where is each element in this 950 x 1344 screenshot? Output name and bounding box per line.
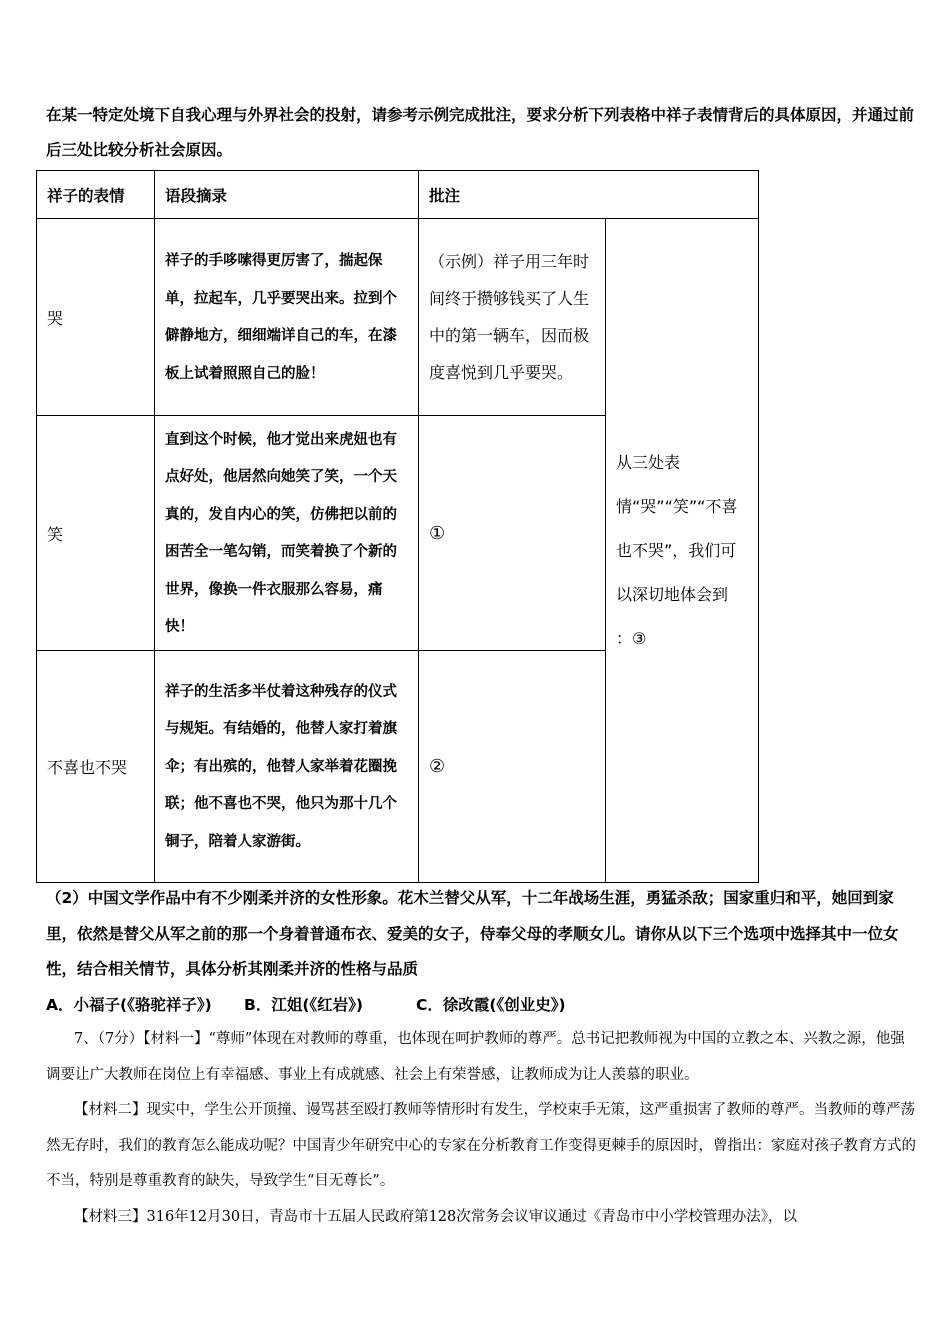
row-excerpt: 祥子的手哆嗦得更厉害了，揣起保单，拉起车，几乎要哭出来。拉到个僻静地方，细细端详自己的车，在漆板上试着照照自己的脸！ (155, 219, 419, 416)
intro-paragraph: 在某一特定处境下自我心理与外界社会的投射，请参考示例完成批注，要求分析下列表格中祥子表情背后的具体原因，并通过前后三处比较分析社会原因。 (46, 106, 915, 159)
question-2: （2）中国文学作品中有不少刚柔并济的女性形象。花木兰替父从军，十二年战场生涯，勇猛杀敌；国家重归和平，她回到家里，依然是替父从军之前的那一个身着普通布衣、爱美的女子，侍奉父母的孝顺女儿。请你从以下三个选项中选择其中一位女性，结合相关情节，具体分析其刚柔并济的性格与品质 (46, 889, 899, 978)
material-one: 7、（7分）【材料一】“尊师”体现在对教师的尊重，也体现在呵护教师的尊严。总书记把教师视为中国的立教之本、兴教之源，他强调要让广大教师在岗位上有幸福感、事业上有成就感、社会上有荣誉感，让教师成为让人羡慕的职业。 (46, 1031, 905, 1083)
option-c: C．徐改霞(《创业史》) (416, 996, 566, 1014)
row-expression: 不喜也不哭 (37, 651, 155, 883)
summary-annotation: 从三处表情“哭”“笑”“不喜也不哭”，我们可以深切地体会到 ：③ (606, 219, 759, 883)
row-excerpt: 祥子的生活多半仗着这种残存的仪式与规矩。有结婚的，他替人家打着旗伞；有出殡的，他替人家举着花圈挽联；他不喜也不哭，他只为那十几个铜子，陪着人家游街。 (155, 651, 419, 883)
row-annotation-blank: ② (419, 651, 606, 883)
row-annotation-blank: ① (419, 416, 606, 651)
material-two: 【材料二】现实中，学生公开顶撞、谩骂甚至殴打教师等情形时有发生，学校束手无策，这严重损害了教师的尊严。当教师的尊严荡然无存时，我们的教育怎么能成功呢？中国青少年研究中心的专家在分析教育工作变得更棘手的原因时，曾指出：家庭对孩子教育方式的不当，特别是尊重教育的缺失，导致学生“目无尊长”。 (46, 1102, 916, 1189)
annotation-table (36, 170, 759, 883)
row-excerpt: 直到这个时候，他才觉出来虎妞也有点好处，他居然向她笑了笑，一个天真的，发自内心的笑，仿佛把以前的困苦全一笔勾销，而笑着换了个新的世界，像换一件衣服那么容易，痛快！ (155, 416, 419, 651)
row-annotation-example: （示例）祥子用三年时间终于攒够钱买了人生中的第一辆车，因而极度喜悦到几乎要哭。 (419, 219, 606, 416)
option-a: A．小福子(《骆驼祥子》) (46, 996, 212, 1014)
header-annotation: 批注 (419, 171, 759, 219)
option-list (46, 990, 916, 1020)
row-expression: 哭 (37, 219, 155, 416)
header-expression: 祥子的表情 (37, 171, 155, 219)
table-row (37, 219, 759, 416)
header-excerpt: 语段摘录 (155, 171, 419, 219)
table-header-row (37, 171, 759, 219)
material-three: 【材料三】316年12月30日，青岛市十五届人民政府第128次常务会议审议通过《青岛市中小学校管理办法》，以 (74, 1209, 797, 1225)
row-expression: 笑 (37, 416, 155, 651)
option-b: B．江姐(《红岩》) (244, 996, 363, 1014)
